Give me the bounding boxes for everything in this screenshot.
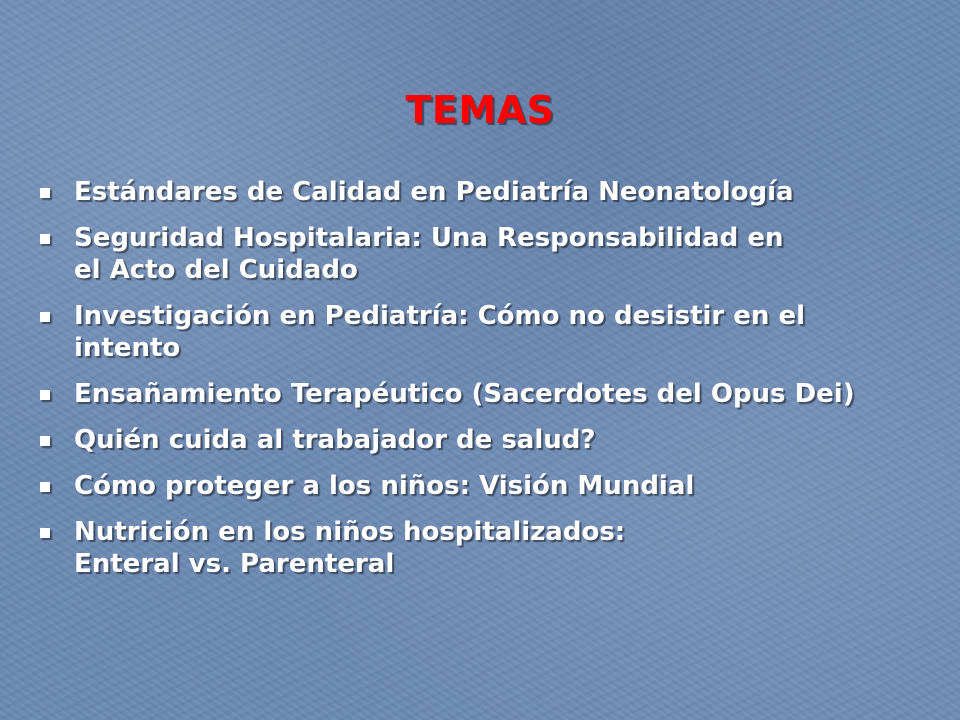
list-item-line: el Acto del Cuidado <box>74 255 358 285</box>
square-bullet-icon <box>40 482 50 492</box>
list-item-text <box>74 424 595 456</box>
slide-title: TEMAS <box>405 88 555 132</box>
list-item-line: Cómo proteger a los niños: Visión Mundial <box>74 471 695 501</box>
square-bullet-icon <box>40 188 50 198</box>
list-item-line: Enteral vs. Parenteral <box>74 549 395 579</box>
list-item-text <box>74 470 694 502</box>
square-bullet-icon <box>40 390 50 400</box>
list-item <box>40 300 955 364</box>
list-item <box>40 378 955 410</box>
square-bullet-icon <box>40 528 50 538</box>
list-item-text <box>74 222 783 286</box>
list-item-line: intento <box>74 333 181 363</box>
list-item-text <box>74 176 794 208</box>
list-item-text <box>74 378 855 410</box>
list-item-line: Seguridad Hospitalaria: Una Responsabilidad en <box>74 223 784 253</box>
list-item <box>40 516 955 580</box>
list-item <box>40 470 955 502</box>
list-item-text <box>74 300 805 364</box>
list-item <box>40 176 955 208</box>
list-item-line: Nutrición en los niños hospitalizados: <box>74 517 626 547</box>
list-item-line: Estándares de Calidad en Pediatría Neonatología <box>74 177 794 207</box>
square-bullet-icon <box>40 312 50 322</box>
square-bullet-icon <box>40 234 50 244</box>
list-item-text <box>74 516 625 580</box>
square-bullet-icon <box>40 436 50 446</box>
list-item-line: Investigación en Pediatría: Cómo no desistir en el <box>74 301 806 331</box>
list-item <box>40 424 955 456</box>
topic-list <box>40 176 955 594</box>
list-item <box>40 222 955 286</box>
list-item-line: Ensañamiento Terapéutico (Sacerdotes del Opus Dei) <box>74 379 855 409</box>
list-item-line: Quién cuida al trabajador de salud? <box>74 425 596 455</box>
